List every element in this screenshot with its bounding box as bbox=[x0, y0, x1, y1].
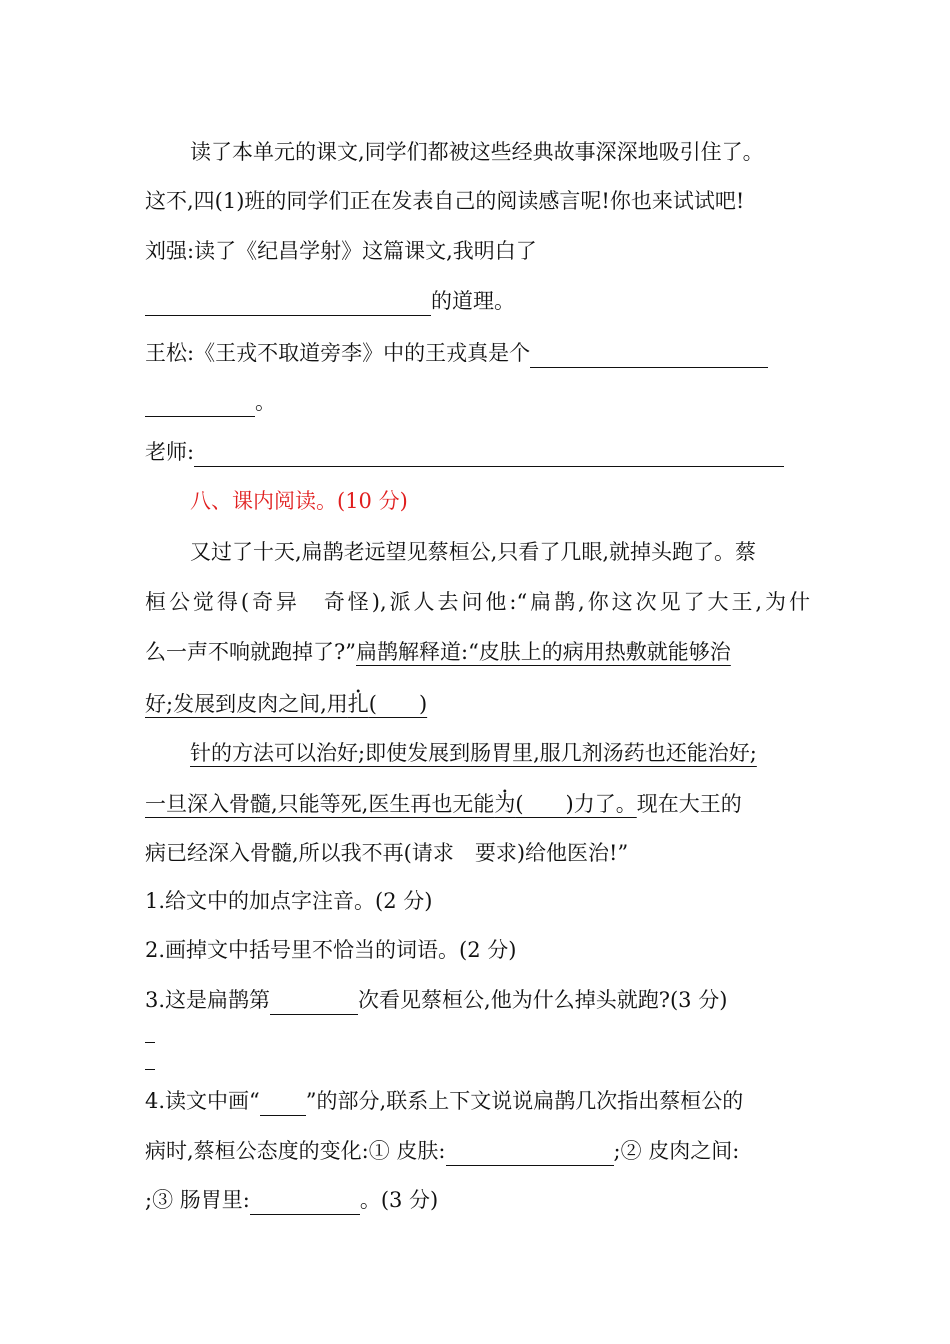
answer-blank[interactable] bbox=[530, 345, 768, 368]
answer-blank[interactable] bbox=[194, 444, 784, 467]
passage-line: 病已经深入骨髓,所以我不再(请求 要求)给他医治!” bbox=[145, 841, 629, 865]
passage-line bbox=[145, 789, 810, 819]
liu-qiang-prompt: 刘强:读了《纪昌学射》这篇课文,我明白了 bbox=[145, 239, 537, 263]
question-4-line-3 bbox=[145, 1185, 810, 1215]
question-text: 次看见蔡桓公,他为什么掉头就跑?(3 分) bbox=[358, 988, 728, 1012]
passage-line: 又过了十天,扁鹊老远望见蔡桓公,只看了几眼,就掉头跑了。蔡 bbox=[190, 540, 757, 564]
passage-text: 一旦深入骨髓,只能等死,医生再也无能 bbox=[145, 792, 495, 816]
underlined-passage: 针的方法可以治好;即使发展到肠胃里,服几剂汤药也还能治好; bbox=[190, 741, 757, 765]
passage-line bbox=[190, 738, 807, 768]
wang-song-prompt bbox=[145, 338, 810, 368]
answer-blank[interactable] bbox=[446, 1143, 614, 1166]
passage-line: 桓公觉得(奇异 奇怪),派人去问他:“扁鹊,你这次见了大王,为什 bbox=[145, 590, 810, 614]
question-4 bbox=[145, 1086, 810, 1116]
liu-qiang-suffix: 的道理。 bbox=[431, 289, 515, 313]
liu-qiang-answer-line bbox=[145, 286, 810, 316]
underlined-passage: 扁鹊解释道:“皮肤上的病用热敷就能够治 bbox=[356, 640, 731, 664]
question-text: 病时,蔡桓公态度的变化:① 皮肤: bbox=[145, 1139, 446, 1163]
intro-line-2: 这不,四(1)班的同学们正在发表自己的阅读感言呢!你也来试试吧! bbox=[145, 189, 745, 213]
passage-text: 么一声不响就跑掉了?” bbox=[145, 640, 356, 664]
teacher-prompt bbox=[145, 437, 810, 467]
question-text: ;② 皮肉之间: bbox=[613, 1139, 740, 1163]
teacher-label: 老师: bbox=[145, 440, 195, 464]
answer-blank[interactable] bbox=[145, 1060, 155, 1070]
passage-line bbox=[145, 637, 810, 667]
question-text: 4.读文中画“ bbox=[145, 1089, 260, 1113]
pinyin-blank[interactable]: ( )力了。 bbox=[515, 792, 637, 816]
answer-blank[interactable] bbox=[270, 992, 358, 1015]
answer-blank[interactable] bbox=[250, 1192, 360, 1215]
question-4-line-2 bbox=[145, 1136, 810, 1166]
underline-sample bbox=[260, 1093, 306, 1116]
question-text: 。(3 分) bbox=[359, 1188, 439, 1212]
section-heading: 八、课内阅读。(10 分) bbox=[190, 489, 408, 513]
question-text: 3.这是扁鹊第 bbox=[145, 988, 271, 1012]
answer-blank[interactable] bbox=[145, 1033, 155, 1043]
passage-line bbox=[145, 689, 810, 719]
underlined-passage bbox=[145, 692, 453, 716]
answer-blank[interactable] bbox=[145, 293, 431, 316]
question-text: ”的部分,联系上下文说说扁鹊几次指出蔡桓公的 bbox=[305, 1089, 744, 1113]
question-1: 1.给文中的加点字注音。(2 分) bbox=[145, 889, 433, 913]
answer-blank[interactable] bbox=[145, 394, 255, 417]
intro-line-1: 读了本单元的课文,同学们都被这些经典故事深深地吸引住了。 bbox=[190, 140, 764, 164]
dotted-character: 为 bbox=[494, 792, 516, 816]
passage-text: 现在大王的 bbox=[636, 792, 742, 816]
pinyin-blank[interactable]: ( ) bbox=[368, 692, 428, 716]
wang-song-text: 王松:《王戎不取道旁李》中的王戎真是个 bbox=[145, 341, 531, 365]
question-2: 2.画掉文中括号里不恰当的词语。(2 分) bbox=[145, 938, 517, 962]
passage-text: 好;发展到皮肉之间,用 bbox=[145, 692, 348, 716]
underlined-passage bbox=[145, 792, 637, 816]
wang-song-end: 。 bbox=[255, 390, 276, 414]
question-text: ;③ 肠胃里: bbox=[145, 1188, 250, 1212]
question-3 bbox=[145, 985, 810, 1015]
wang-song-answer-line bbox=[145, 387, 810, 417]
dotted-character: 扎 bbox=[347, 692, 369, 716]
